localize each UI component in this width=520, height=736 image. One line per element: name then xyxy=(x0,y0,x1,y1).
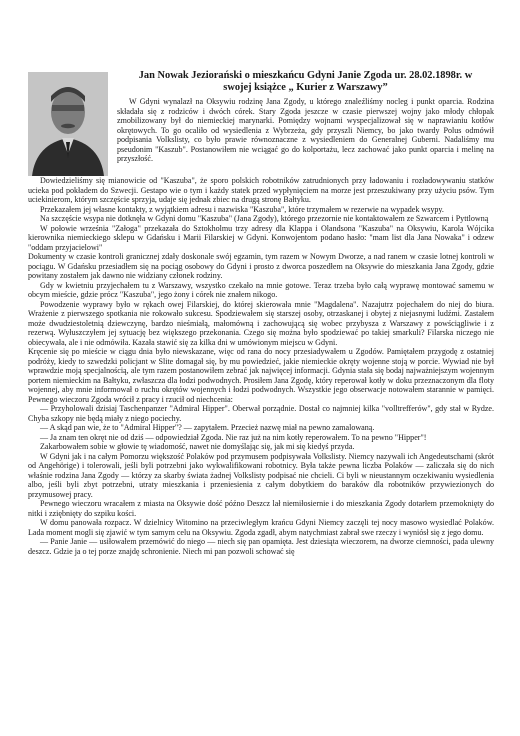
article-body xyxy=(28,176,494,556)
paragraph: Dowiedzieliśmy się mianowicie od "Kaszuba", że sporo polskich robotników zatrudnionych przy ładowaniu i rozładowywaniu statków ucieka pod pokładem do Szwecji. Gestapo wie o tym i każdy statek przed wypłynięciem na morze jest przeszukiwany przy użyciu psów. Tym uciekinierom, którym szczęście sprzyja, udaje się jednak zbiec na drugą stronę Bałtyku. xyxy=(28,176,494,204)
paragraph: Pewnego wieczoru wracałem z miasta na Oksywie dość późno Deszcz lał niemiłosiernie i do mieszkania Zgody dotarłem przemoknięty do nitki i zziębnięty do szpiku kości. xyxy=(28,499,494,518)
paragraph: Zakarbowałem sobie w głowie tę wiadomość, nawet nie domyślając się, jak mi się kiedyś przyda. xyxy=(40,442,355,451)
paragraph: W Gdyni wynalazł na Oksywiu rodzinę Jana Zgody, u którego znaleźliśmy nocleg i punkt oparcia. Rodzina składała się z rodziców i dwóch córek. Stary Zgoda jeszcze w czasie pierwszej wojny jako młody chłopak zmobilizowany był do niemieckiej marynarki. Pomiędzy wojnami wyspecjalizował się w naprawianiu kotłów okrętowych. To go ocaliło od wysiedlenia z Wybrzeża, gdy przyszli Niemcy, bo jako twardy Polus odmówił podpisania Volkslisty, co było prawie równoznaczne z wysiedleniem do Generalnej Guberni. Nadaliśmy mu pseudonim "Kaszub". Postanowiłem nie wciągać go do kolportażu, lecz zachować jako punkt oparcia i melinę na przyszłość. xyxy=(117,97,494,163)
paragraph: Na szczęście wsypa nie dotknęła w Gdyni domu "Kaszuba" (Jana Zgody), którego przezornie nie kontaktowałem ze Szwarcem i Pyttlowną xyxy=(40,214,489,223)
header-right-column xyxy=(117,70,494,164)
portrait-photo xyxy=(28,72,108,176)
paragraph: — A skąd pan wie, że to "Admiral Hipper"? — zapytałem. Przecież nazwę miał na pewno zamalowaną. xyxy=(40,423,375,432)
paragraph: Powodzenie wyprawy było w rękach owej Filarskiej, do której skierowała mnie "Magdalena". Nazajutrz pojechałem do niej do biura. Wrażenie z pierwszego spotkania nie rokowało sukcesu. Spodziewałem się starszej osoby, otrzaskanej i obytej z niejasnymi ludźmi. Zastałem może dwudziestoletnią dziewczynę, bardzo nieśmiałą, małomówną i zachowującą się wobec przybysza z Warszawy z powściągliwie i z rezerwą. Wyłuszczyłem jej sytuację bez większego przekonania. Czego się można było spodziewać po takiej smarkuli? Filarska niczego nie obiecywała, ale i nie odmówiła. Kazała stawić się za kilka dni w umówionym miejscu w Gdyni. xyxy=(28,299,494,347)
paragraph: Kręcenie się po mieście w ciągu dnia było niewskazane, więc od rana do nocy przesiadywałem u Zgodów. Pamiętałem przygodę z ostatniej podróży, kiedy to szwedzki policjant w Slite domagał się, by mu powiedzieć, jakie niemieckie okręty wojenne stoją w porcie. Wywiad nie był wprawdzie moją specjalnością, ale tym razem postanowiłem zebrać jak najwięcej informacji. Gdynia stała się bodaj najważniejszym wojennym portem niemieckim na Bałtyku, zwłaszcza dla łodzi podwodnych. Prosiłem Jana Zgodę, który reperował kotły w doku przeznaczonym dla floty wojennej, aby mnie informował o ruchu okrętów wojennych i łodzi podwodnych. Wszystkie jego obserwacje notowałem starannie w pamięci. Pewnego wieczoru Zgoda wrócił z pracy i rzucił od niechcenia: xyxy=(28,347,494,404)
paragraph: — Ja znam ten okręt nie od dziś — odpowiedział Zgoda. Nie raz już na nim kotły reperowałem. To na pewno "Hipper"! xyxy=(40,432,427,442)
paragraph: Dokumenty w czasie kontroli granicznej zdały doskonale swój egzamin, tym razem w Nowym Dworze, a nad ranem w czasie lotnej kontroli w pociągu. W Gdańsku przesiadłem się na pociąg osobowy do Gdyni i prosto z dworca poszedłem na Oksywie do mieszkania Jana Zgody, gdzie powitany zostałem jak dawno nie widziany członek rodziny. xyxy=(28,252,494,280)
article-header xyxy=(28,70,494,176)
paragraph: W domu panowała rozpacz. W dzielnicy Witomino na przeciwległym krańcu Gdyni Niemcy zaczęli tej nocy masowo wysiedlać Polaków. Lada moment mogli się zjawić w tym samym celu na Oksywiu. Zgoda zgadł, abym natychmiast zabrał swe rzeczy i wyniósł się z jego domu. xyxy=(28,518,494,537)
article-title-line1: Jan Nowak Jeziorański o mieszkańcu Gdyni Janie Zgoda ur. 28.02.1898r. w xyxy=(138,70,473,81)
article-intro xyxy=(117,97,494,164)
paragraph: W Gdyni jak i na całym Pomorzu większość Polaków pod przymusem podpisywała Volkslisty. Niemcy nazywali ich Angedeutschami (skrót od Angehörige) i tolerowali, jeśli byli potrzebni jako wykwalifikowani robotnicy. Była także pewna liczba Polaków — zaliczała się do nich właśnie rodzina Jana Zgody — którzy za skarby świata żadnej Volkslisty podpisać nie chcieli. Ci byli w nieustannym oczekiwaniu wysiedlenia albo, jeśli byli zbyt potrzebni, utraty mieszkania i przeniesienia z całym dobytkiem do baraków dla robotników przywiezionych do przymusowej pracy. xyxy=(28,451,494,499)
paragraph: — Przyholowali dzisiaj Taschenpanzer "Admiral Hipper". Oberwał porządnie. Dostał co najmniej kilka "volltrefferów", gdy stał w Rydze. Chyba szkopy nie będą miały z niego pociechy. xyxy=(28,404,494,423)
paragraph: — Panie Janie — usiłowałem przemówić do niego — niech się pan opamięta. Jest dziesiąta wieczorem, na dworze ciemności, pada ulewny deszcz. Gdzie ja o tej porze znajdę schronienie. Niech mi pan pozwoli schować się xyxy=(28,537,494,556)
article-title xyxy=(117,70,494,94)
paragraph: Gdy w kwietniu przyjechałem tu z Warszawy, wszystko czekało na mnie gotowe. Teraz trzeba było całą wyprawę montować samemu w obcym mieście, gdzie prócz "Kaszuba", jego żony i córek nie znałem nikogo. xyxy=(28,280,494,299)
article-title-line2: swojej książce „ Kurier z Warszawy” xyxy=(223,82,388,93)
paragraph: Przekazałem jej własne kontakty, z wyjątkiem adresu i nazwiska "Kaszuba", które trzymałem w rezerwie na wypadek wsypy. xyxy=(40,204,444,214)
paragraph: W połowie września "Załoga" przekazała do Sztokholmu trzy adresy dla Klappa i Olandsona "Kaszuba" na Oksywiu, Karola Wójcika kierownika niemieckiego sklepu w Gdańsku i Marii Filarskiej w Gdyni. Konwojentom podano hasło: "mam list dla Jana Nowaka" i odzew "oddam przyjacielowi" xyxy=(28,223,494,252)
